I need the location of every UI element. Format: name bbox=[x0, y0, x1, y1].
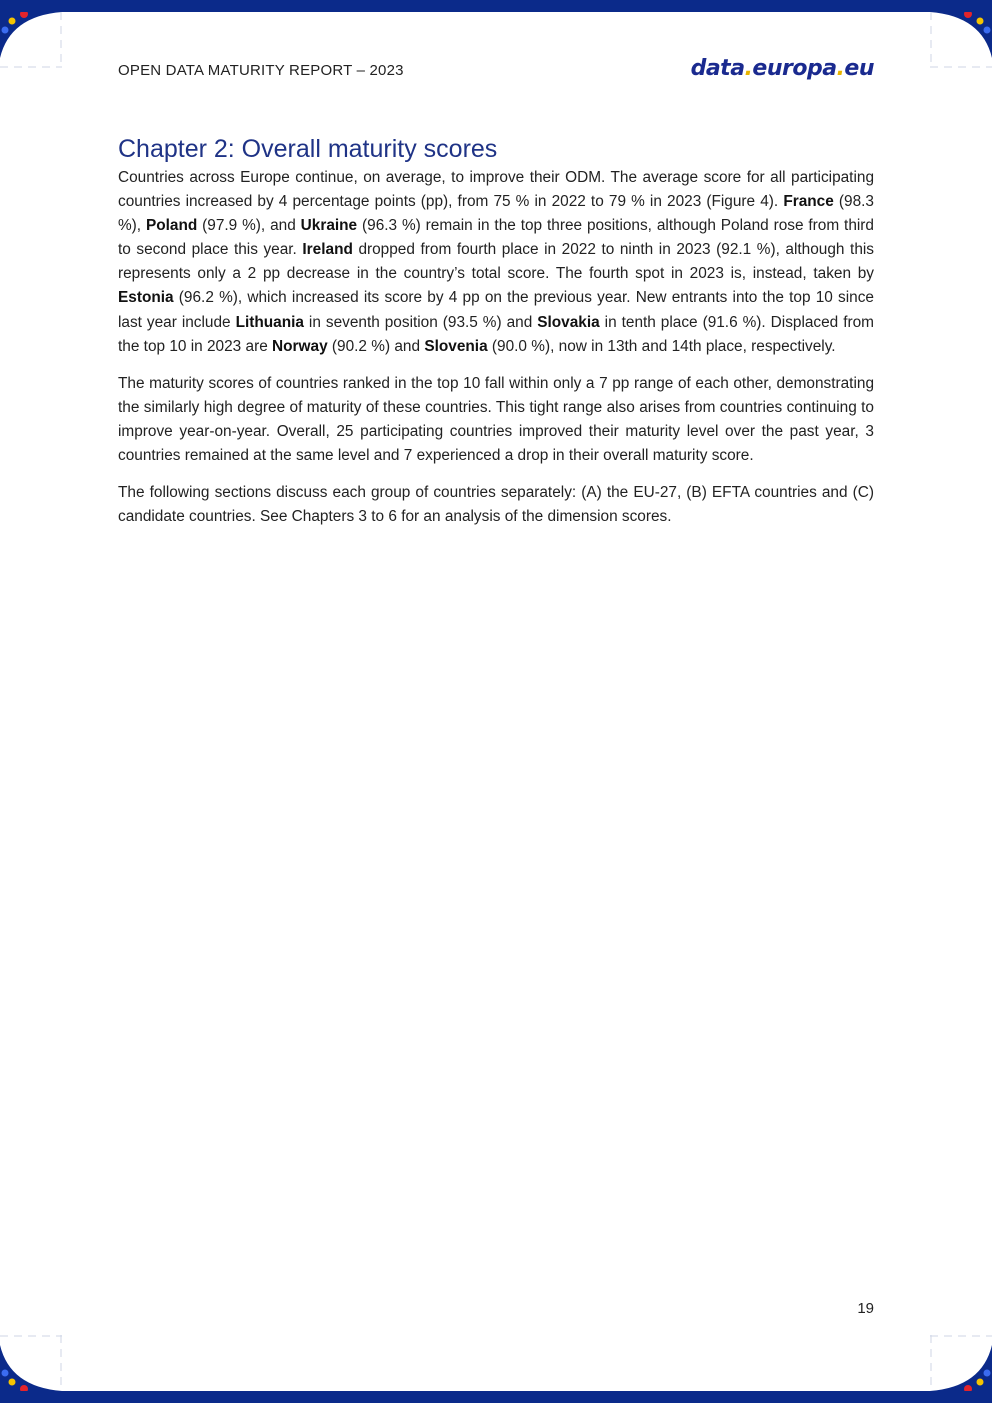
page-number: 19 bbox=[857, 1300, 874, 1317]
logo-part-europa: europa bbox=[752, 56, 837, 81]
report-header-title: OPEN DATA MATURITY REPORT – 2023 bbox=[118, 62, 404, 79]
corner-decoration-top-right bbox=[930, 12, 992, 68]
paragraph bbox=[118, 481, 874, 529]
text-run: (98.3 %), bbox=[118, 193, 874, 235]
logo-part-eu: eu bbox=[844, 56, 874, 81]
text-run: Countries across Europe continue, on average, to improve their ODM. The average score for all participating countries increased by 4 percentage points (pp), from 75 % in 2022 to 79 % in 2023 (Figure 4). bbox=[118, 169, 874, 211]
country-name: Ukraine bbox=[300, 217, 358, 235]
text-run: (96.3 %) remain in the top three positions, although Poland rose from third to second place this year. bbox=[118, 217, 874, 259]
country-name: Ireland bbox=[302, 241, 353, 259]
chapter-title: Chapter 2: Overall maturity scores bbox=[118, 134, 498, 163]
text-run: in tenth place (91.6 %). Displaced from the top 10 in 2023 are bbox=[118, 313, 874, 355]
logo-dot: . bbox=[744, 56, 753, 81]
logo-part-data: data bbox=[690, 56, 745, 81]
logo-dot: . bbox=[836, 56, 845, 81]
paragraph bbox=[118, 166, 874, 359]
country-name: Slovakia bbox=[537, 313, 600, 331]
text-run: dropped from fourth place in 2022 to ninth in 2023 (92.1 %), although this represents only a 2 pp decrease in the country’s total score. The fourth spot in 2023 is, instead, taken by bbox=[118, 241, 874, 283]
data-europa-logo bbox=[691, 56, 874, 81]
body-text bbox=[118, 166, 874, 542]
corner-decoration-top-left bbox=[0, 12, 62, 68]
country-name: France bbox=[783, 193, 834, 211]
text-run: (90.0 %), now in 13th and 14th place, respectively. bbox=[487, 337, 836, 355]
text-run: The maturity scores of countries ranked in the top 10 fall within only a 7 pp range of each other, demonstrating the similarly high degree of maturity of these countries. This tight range also arises from countries continuing to improve year-on-year. Overall, 25 participating countries improved their maturity level over the past year, 3 countries remained at the same level and 7 experienced a drop in their overall maturity score. bbox=[118, 374, 874, 465]
country-name: Slovenia bbox=[424, 337, 488, 355]
country-name: Estonia bbox=[118, 289, 174, 307]
text-run: in seventh position (93.5 %) and bbox=[303, 313, 538, 331]
text-run: The following sections discuss each group of countries separately: (A) the EU-27, (B) EFTA countries and (C) candidate countries. See Chapters 3 to 6 for an analysis of the dimension scores. bbox=[118, 484, 874, 526]
country-name: Norway bbox=[272, 337, 328, 355]
document-page bbox=[0, 12, 992, 1391]
corner-decoration-bottom-right bbox=[930, 1335, 992, 1391]
paragraph bbox=[118, 372, 874, 468]
corner-decoration-bottom-left bbox=[0, 1335, 62, 1391]
country-name: Poland bbox=[145, 217, 198, 235]
text-run: (96.2 %), which increased its score by 4 pp on the previous year. New entrants into the top 10 since last year include bbox=[118, 289, 874, 331]
text-run: (90.2 %) and bbox=[327, 337, 425, 355]
text-run: (97.9 %), and bbox=[197, 217, 301, 235]
country-name: Lithuania bbox=[235, 313, 304, 331]
